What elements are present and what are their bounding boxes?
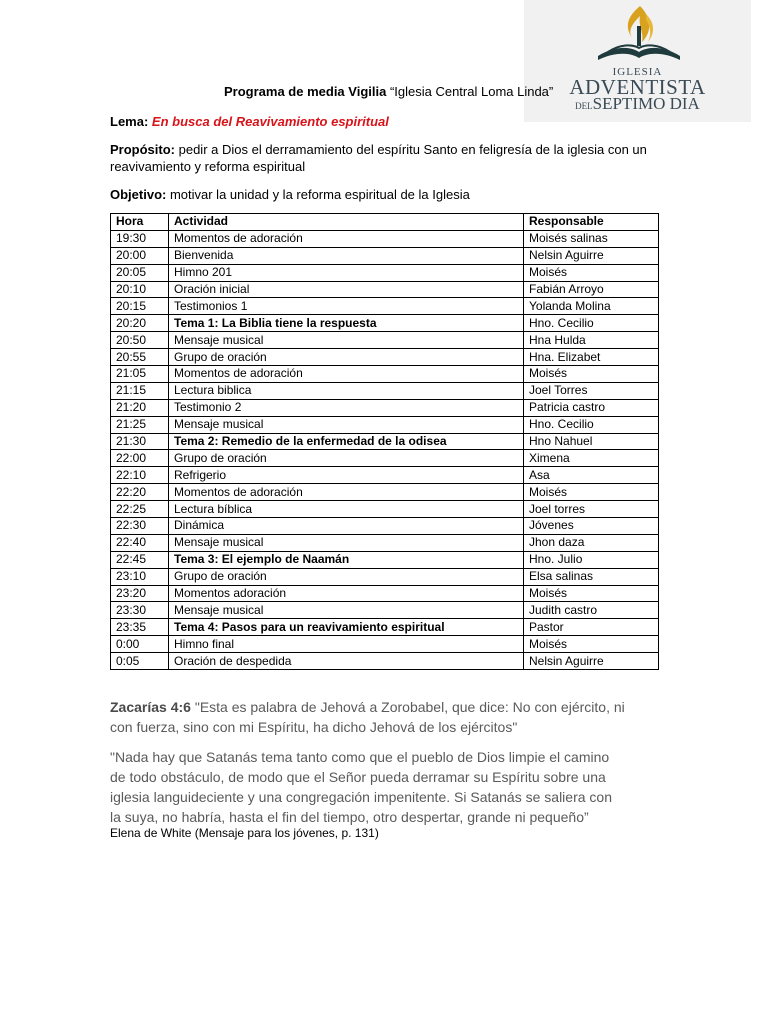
- cell-actividad: Oración inicial: [169, 281, 524, 298]
- cell-hora: 21:30: [111, 433, 169, 450]
- table-row: [111, 366, 659, 383]
- cell-actividad: Bienvenida: [169, 247, 524, 264]
- cell-actividad: Momentos adoración: [169, 585, 524, 602]
- verse-ref: Zacarías 4:6: [110, 699, 191, 715]
- cell-actividad: Lectura bíblica: [169, 501, 524, 518]
- cell-hora: 22:00: [111, 450, 169, 467]
- verse-line-1: [110, 697, 670, 717]
- cell-hora: 21:15: [111, 382, 169, 399]
- cell-hora: 22:25: [111, 501, 169, 518]
- table-row: [111, 230, 659, 247]
- cell-hora: 20:20: [111, 315, 169, 332]
- header-actividad: Actividad: [169, 214, 524, 231]
- cell-actividad: Testimonios 1: [169, 298, 524, 315]
- quote-attribution: Elena de White (Mensaje para los jóvenes, p. 131): [110, 826, 379, 840]
- verse-text-1: "Esta es palabra de Jehová a Zorobabel, que dice: No con ejército, ni: [190, 699, 625, 715]
- quote-line-4: la suya, no habría, hasta el fin del tiempo, otro despertar, grande ni pequeño”: [110, 809, 589, 825]
- cell-hora: 20:00: [111, 247, 169, 264]
- cell-actividad: Tema 3: El ejemplo de Naamán: [169, 551, 524, 568]
- cell-responsable: Jhon daza: [524, 534, 659, 551]
- cell-actividad: Refrigerio: [169, 467, 524, 484]
- title-rest: “Iglesia Central Loma Linda”: [386, 84, 554, 99]
- lema-label: Lema:: [110, 114, 149, 129]
- cell-responsable: Ximena: [524, 450, 659, 467]
- table-row: [111, 399, 659, 416]
- cell-hora: 23:35: [111, 619, 169, 636]
- table-row: [111, 416, 659, 433]
- cell-hora: 20:15: [111, 298, 169, 315]
- cell-actividad: Grupo de oración: [169, 450, 524, 467]
- cell-responsable: Pastor: [524, 619, 659, 636]
- table-row: [111, 602, 659, 619]
- cell-responsable: Asa: [524, 467, 659, 484]
- quote-line-1: "Nada hay que Satanás tema tanto como que el pueblo de Dios limpie el camino: [110, 749, 610, 765]
- cell-responsable: Hna. Elizabet: [524, 349, 659, 366]
- cell-responsable: Moisés: [524, 585, 659, 602]
- objetivo-label: Objetivo:: [110, 187, 167, 202]
- logo-text-septimo: [524, 94, 751, 114]
- table-row: [111, 551, 659, 568]
- cell-actividad: Dinámica: [169, 518, 524, 535]
- cell-actividad: Lectura biblica: [169, 382, 524, 399]
- table-row: [111, 349, 659, 366]
- cell-hora: 20:55: [111, 349, 169, 366]
- table-header-row: [111, 214, 659, 231]
- cell-actividad: Momentos de adoración: [169, 230, 524, 247]
- table-row: [111, 450, 659, 467]
- cell-actividad: Tema 4: Pasos para un reavivamiento espiritual: [169, 619, 524, 636]
- cell-responsable: Judith castro: [524, 602, 659, 619]
- table-row: [111, 467, 659, 484]
- cell-hora: 23:30: [111, 602, 169, 619]
- cell-hora: 23:10: [111, 568, 169, 585]
- objetivo-line: [110, 186, 660, 203]
- table-row: [111, 534, 659, 551]
- cell-actividad: Grupo de oración: [169, 349, 524, 366]
- schedule-table: [110, 213, 659, 670]
- quote-line-2: de todo obstáculo, de modo que el Señor pueda derramar su Espíritu sobre una: [110, 769, 606, 785]
- cell-hora: 20:05: [111, 264, 169, 281]
- church-logo: [524, 0, 751, 122]
- table-row: [111, 382, 659, 399]
- cell-hora: 20:10: [111, 281, 169, 298]
- verse-line-2: con fuerza, sino con mi Espíritu, ha dicho Jehová de los ejércitos": [110, 719, 518, 735]
- cell-hora: 20:50: [111, 332, 169, 349]
- table-row: [111, 501, 659, 518]
- cell-responsable: Elsa salinas: [524, 568, 659, 585]
- table-row: [111, 247, 659, 264]
- cell-actividad: Tema 1: La Biblia tiene la respuesta: [169, 315, 524, 332]
- cell-responsable: Moisés: [524, 636, 659, 653]
- cell-responsable: Hno. Julio: [524, 551, 659, 568]
- table-row: [111, 298, 659, 315]
- cell-hora: 19:30: [111, 230, 169, 247]
- proposito-line-2: reavivamiento y reforma espiritual: [110, 159, 306, 174]
- cell-actividad: Mensaje musical: [169, 534, 524, 551]
- header-hora: Hora: [111, 214, 169, 231]
- cell-hora: 21:25: [111, 416, 169, 433]
- cell-responsable: Patricia castro: [524, 399, 659, 416]
- table-row: [111, 585, 659, 602]
- flame-bible-icon: [594, 2, 684, 68]
- cell-hora: 0:00: [111, 636, 169, 653]
- cell-hora: 22:30: [111, 518, 169, 535]
- table-row: [111, 315, 659, 332]
- cell-responsable: Nelsin Aguirre: [524, 247, 659, 264]
- table-row: [111, 332, 659, 349]
- cell-responsable: Yolanda Molina: [524, 298, 659, 315]
- title-bold: Programa de media Vigilia: [224, 84, 387, 99]
- quote-line-3: iglesia languideciente y una congregación impenitente. Si Satanás se saliera con: [110, 789, 612, 805]
- cell-actividad: Momentos de adoración: [169, 366, 524, 383]
- cell-responsable: Moisés: [524, 484, 659, 501]
- cell-hora: 21:20: [111, 399, 169, 416]
- cell-responsable: Jóvenes: [524, 518, 659, 535]
- cell-actividad: Himno 201: [169, 264, 524, 281]
- table-row: [111, 619, 659, 636]
- objetivo-value: motivar la unidad y la reforma espiritual de la Iglesia: [166, 187, 470, 202]
- cell-responsable: Moisés: [524, 264, 659, 281]
- logo-text-iglesia: IGLESIA: [612, 66, 663, 78]
- lema-line: [110, 113, 660, 130]
- cell-actividad: Mensaje musical: [169, 332, 524, 349]
- table-row: [111, 264, 659, 281]
- cell-hora: 21:05: [111, 366, 169, 383]
- schedule-rows: [111, 230, 659, 669]
- header-responsable: Responsable: [524, 214, 659, 231]
- logo-text-del: DEL: [575, 101, 593, 111]
- cell-hora: 22:45: [111, 551, 169, 568]
- cell-actividad: Himno final: [169, 636, 524, 653]
- table-row: [111, 636, 659, 653]
- table-row: [111, 653, 659, 670]
- proposito-label: Propósito:: [110, 142, 175, 157]
- table-row: [111, 281, 659, 298]
- cell-responsable: Fabián Arroyo: [524, 281, 659, 298]
- table-row: [111, 484, 659, 501]
- cell-responsable: Hno. Cecilio: [524, 315, 659, 332]
- table-row: [111, 433, 659, 450]
- table-row: [111, 568, 659, 585]
- cell-hora: 22:20: [111, 484, 169, 501]
- logo-text-adventista: ADVENTISTA: [569, 75, 706, 99]
- document-title: [224, 84, 553, 99]
- cell-actividad: Mensaje musical: [169, 602, 524, 619]
- cell-hora: 22:10: [111, 467, 169, 484]
- cell-actividad: Testimonio 2: [169, 399, 524, 416]
- cell-hora: 0:05: [111, 653, 169, 670]
- cell-actividad: Grupo de oración: [169, 568, 524, 585]
- cell-responsable: Hno Nahuel: [524, 433, 659, 450]
- cell-responsable: Nelsin Aguirre: [524, 653, 659, 670]
- cell-hora: 22:40: [111, 534, 169, 551]
- cell-responsable: Hna Hulda: [524, 332, 659, 349]
- cell-responsable: Moisés salinas: [524, 230, 659, 247]
- cell-actividad: Mensaje musical: [169, 416, 524, 433]
- cell-responsable: Joel Torres: [524, 382, 659, 399]
- proposito-text-1: pedir a Dios el derramamiento del espíritu Santo en feligresía de la iglesia con un: [175, 142, 647, 157]
- cell-hora: 23:20: [111, 585, 169, 602]
- cell-actividad: Oración de despedida: [169, 653, 524, 670]
- lema-value: En busca del Reavivamiento espiritual: [151, 114, 389, 129]
- cell-responsable: Joel torres: [524, 501, 659, 518]
- cell-actividad: Tema 2: Remedio de la enfermedad de la odisea: [169, 433, 524, 450]
- cell-actividad: Momentos de adoración: [169, 484, 524, 501]
- logo-text-septimo-dia: SEPTIMO DIA: [592, 94, 700, 113]
- cell-responsable: Hno. Cecilio: [524, 416, 659, 433]
- cell-responsable: Moisés: [524, 366, 659, 383]
- table-row: [111, 518, 659, 535]
- proposito-line: [110, 141, 660, 158]
